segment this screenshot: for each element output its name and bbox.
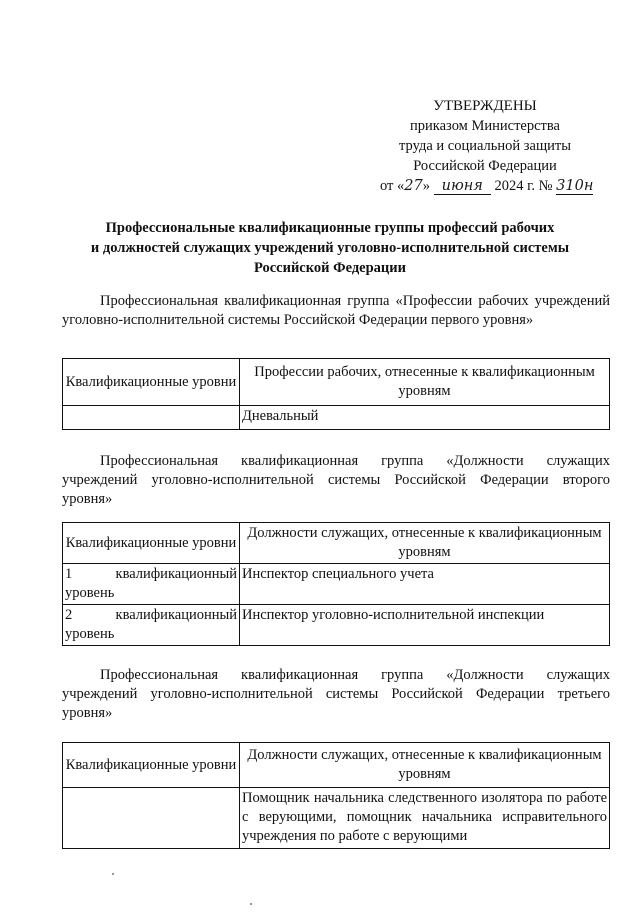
approval-date-line (380, 176, 594, 196)
group-2-intro: Профессиональная квалификационная группа «Должности служащих учреждений уголовно-исполнительной системы Российской Федерации второго уровня» (62, 453, 610, 507)
header-levels: Квалификационные уровни (63, 743, 240, 788)
title-line-3: Российской Федерации (253, 260, 406, 276)
header-items: Должности служащих, отнесенные к квалификационным уровням (240, 523, 610, 564)
approval-block (380, 96, 594, 196)
items-cell: Помощник начальника следственного изолятора по работе с верующими, помощник начальника исправительного учреждения по работе с верующими (240, 788, 610, 849)
table-header-row (63, 359, 610, 406)
date-year: 2024 г. № (494, 178, 553, 194)
handwritten-day: 27 (404, 178, 423, 194)
group-3-table (62, 742, 610, 849)
approval-line-1: приказом Министерства (410, 118, 560, 134)
handwritten-month: июня (434, 178, 491, 195)
header-items: Должности служащих, отнесенные к квалификационным уровням (240, 743, 610, 788)
table-row (63, 788, 610, 849)
level-cell (63, 788, 240, 849)
header-items: Профессии рабочих, отнесенные к квалификационным уровням (240, 359, 610, 406)
group-2-table (62, 522, 610, 646)
scan-speck (112, 873, 114, 875)
title-line-1: Профессиональные квалификационные группы профессий рабочих (105, 220, 555, 236)
level-cell: 2 квалификационный уровень (63, 605, 240, 646)
table-row (63, 406, 610, 430)
items-cell: Дневальный (240, 406, 610, 430)
title-line-2: и должностей служащих учреждений уголовно-исполнительной системы (90, 240, 570, 256)
group-3-intro: Профессиональная квалификационная группа «Должности служащих учреждений уголовно-исполнительной системы Российской Федерации третьего уровня» (62, 667, 610, 721)
header-levels: Квалификационные уровни (63, 359, 240, 406)
approval-heading: УТВЕРЖДЕНЫ (433, 98, 537, 114)
scan-speck (250, 903, 252, 905)
header-levels: Квалификационные уровни (63, 523, 240, 564)
table-header-row (63, 523, 610, 564)
level-cell: 1 квалификационный уровень (63, 564, 240, 605)
table-row (63, 564, 610, 605)
date-prefix: от « (380, 178, 405, 194)
date-quote-close: » (422, 178, 430, 194)
group-1-table (62, 358, 610, 430)
handwritten-number: 310н (556, 178, 594, 194)
table-header-row (63, 743, 610, 788)
approval-line-2: труда и социальной защиты (399, 138, 571, 154)
items-cell: Инспектор специального учета (240, 564, 610, 605)
level-cell (63, 406, 240, 430)
items-cell: Инспектор уголовно-исполнительной инспекции (240, 605, 610, 646)
document-title (60, 218, 600, 278)
group-1-intro: Профессиональная квалификационная группа «Профессии рабочих учреждений уголовно-исполнительной системы Российской Федерации первого уровня» (62, 293, 610, 328)
approval-line-3: Российской Федерации (413, 158, 557, 174)
table-row (63, 605, 610, 646)
